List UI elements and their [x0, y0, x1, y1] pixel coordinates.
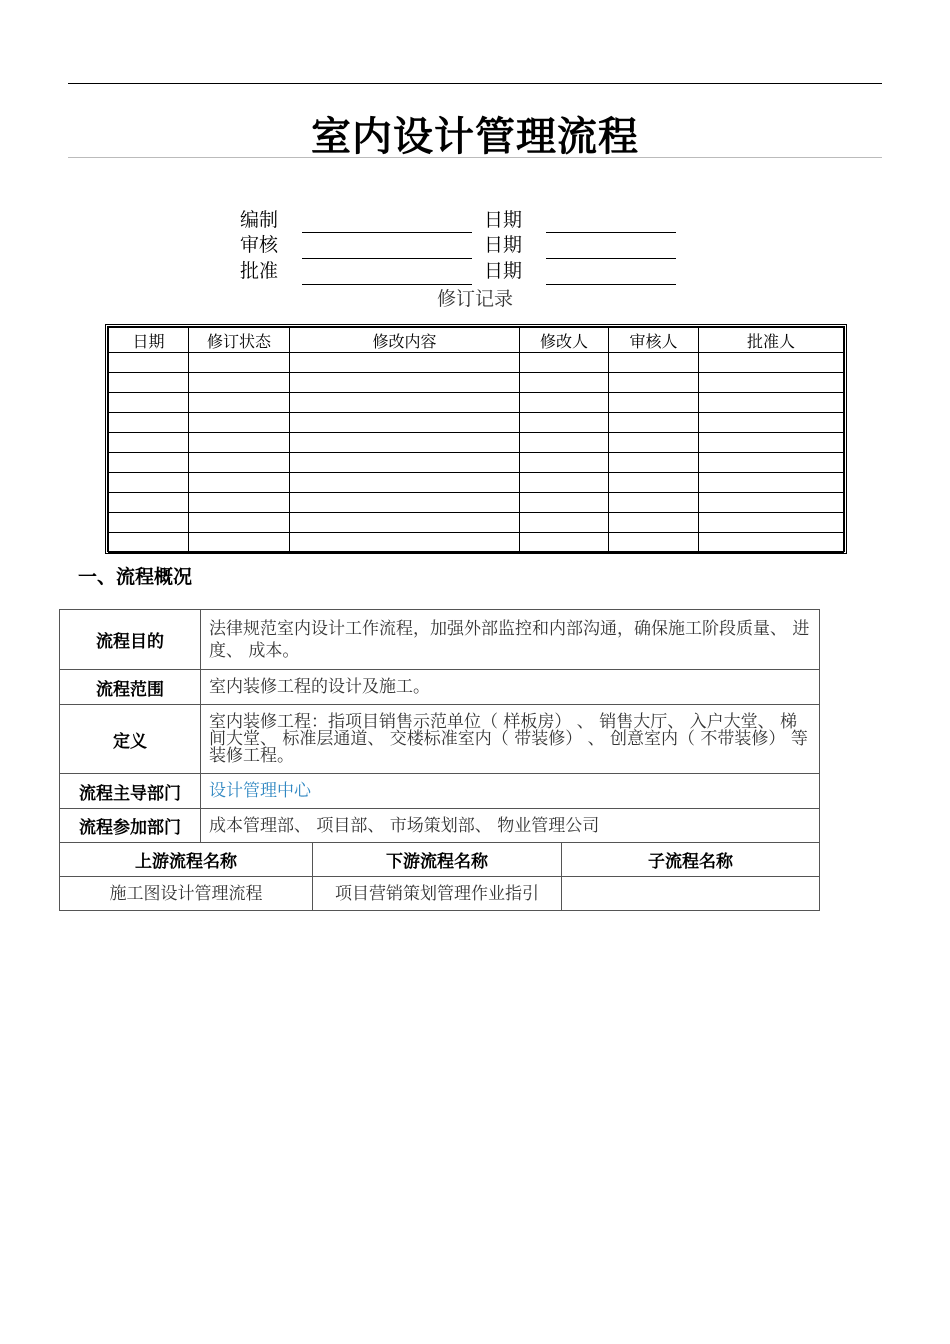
revision-table-body [109, 353, 844, 553]
flow-value-subprocess [562, 877, 820, 911]
section-heading: 一、流程概况 [78, 566, 193, 588]
table-row [109, 513, 844, 533]
row-value-participating-dept: 成本管理部、 项目部、 市场策划部、 物业管理公司 [201, 809, 820, 843]
revision-cell [109, 533, 189, 553]
revision-cell [609, 453, 699, 473]
row-label-scope: 流程范围 [60, 670, 201, 705]
revision-cell [609, 433, 699, 453]
revision-header-reviewer: 审核人 [609, 328, 699, 353]
revision-cell [189, 513, 290, 533]
revision-cell [520, 493, 609, 513]
row-label-lead-dept: 流程主导部门 [60, 774, 201, 809]
revision-cell [290, 493, 520, 513]
table-row [109, 453, 844, 473]
table-row [60, 877, 820, 911]
revision-cell [609, 373, 699, 393]
revision-cell [290, 533, 520, 553]
revision-cell [290, 513, 520, 533]
revision-cell [189, 533, 290, 553]
flow-header-downstream: 下游流程名称 [313, 843, 562, 877]
revision-header-approver: 批准人 [699, 328, 844, 353]
revision-cell [609, 413, 699, 433]
table-row [60, 809, 820, 843]
table-row [60, 670, 820, 705]
signature-label-review: 审核 [240, 234, 279, 256]
revision-cell [699, 473, 844, 493]
revision-cell [520, 413, 609, 433]
revision-cell [699, 353, 844, 373]
revision-cell [609, 393, 699, 413]
revision-cell [290, 393, 520, 413]
revision-cell [189, 453, 290, 473]
revision-cell [109, 373, 189, 393]
revision-cell [290, 413, 520, 433]
revision-cell [520, 393, 609, 413]
date-label-review: 日期 [484, 234, 523, 256]
revision-cell [699, 453, 844, 473]
table-row [109, 393, 844, 413]
table-row [60, 774, 820, 809]
revision-cell [189, 413, 290, 433]
signature-label-compile: 编制 [240, 209, 279, 231]
table-row [60, 610, 820, 670]
table-row [109, 533, 844, 553]
table-row [109, 353, 844, 373]
top-rule [68, 83, 882, 84]
flow-value-upstream: 施工图设计管理流程 [60, 877, 313, 911]
revision-cell [109, 413, 189, 433]
revision-cell [109, 473, 189, 493]
revision-cell [189, 393, 290, 413]
revision-cell [699, 373, 844, 393]
process-overview-table [59, 609, 820, 911]
row-value-lead-dept[interactable]: 设计管理中心 [201, 774, 820, 809]
revision-cell [609, 533, 699, 553]
row-label-purpose: 流程目的 [60, 610, 201, 670]
revision-cell [520, 433, 609, 453]
revision-cell [699, 533, 844, 553]
revision-cell [109, 393, 189, 413]
revision-header-content: 修改内容 [290, 328, 520, 353]
signature-line-compile [302, 232, 472, 233]
revision-cell [189, 353, 290, 373]
date-line-review [546, 258, 676, 259]
revision-cell [520, 533, 609, 553]
revision-cell [189, 473, 290, 493]
revision-cell [699, 433, 844, 453]
revision-cell [109, 453, 189, 473]
table-row [109, 493, 844, 513]
revision-cell [290, 353, 520, 373]
revision-table-frame [105, 324, 847, 554]
date-line-compile [546, 232, 676, 233]
revision-cell [520, 353, 609, 373]
revision-cell [290, 373, 520, 393]
revision-cell [699, 513, 844, 533]
revision-cell [609, 473, 699, 493]
title-rule [68, 157, 882, 158]
table-row [109, 413, 844, 433]
flow-value-downstream: 项目营销策划管理作业指引 [313, 877, 562, 911]
row-value-purpose: 法律规范室内设计工作流程，加强外部监控和内部沟通，确保施工阶段质量、 进度、 成本。 [201, 610, 820, 670]
revision-header-modifier: 修改人 [520, 328, 609, 353]
date-label-compile: 日期 [484, 209, 523, 231]
revision-cell [520, 513, 609, 533]
revision-cell [290, 473, 520, 493]
row-value-scope: 室内装修工程的设计及施工。 [201, 670, 820, 705]
signature-line-review [302, 258, 472, 259]
revision-cell [609, 493, 699, 513]
revision-cell [109, 513, 189, 533]
revision-cell [189, 373, 290, 393]
page-title: 室内设计管理流程 [311, 113, 639, 160]
revision-cell [520, 473, 609, 493]
table-row [109, 473, 844, 493]
revision-table [108, 327, 844, 553]
revision-header-date: 日期 [109, 328, 189, 353]
revision-title: 修订记录 [436, 288, 513, 310]
revision-cell [520, 453, 609, 473]
revision-cell [290, 433, 520, 453]
row-label-definition: 定义 [60, 705, 201, 774]
revision-cell [609, 513, 699, 533]
revision-cell [109, 493, 189, 513]
row-value-definition: 室内装修工程：指项目销售示范单位（ 样板房） 、 销售大厅、 入户大堂、 梯间大堂、 标准层通道、 交楼标准室内（ 带装修） 、 创意室内（ 不带装修） 等装修工程。 [201, 705, 820, 774]
revision-cell [189, 433, 290, 453]
revision-cell [609, 353, 699, 373]
revision-cell [290, 453, 520, 473]
revision-cell [699, 413, 844, 433]
table-row [60, 705, 820, 774]
revision-cell [109, 433, 189, 453]
flow-header-upstream: 上游流程名称 [60, 843, 313, 877]
revision-cell [699, 393, 844, 413]
revision-cell [699, 493, 844, 513]
revision-cell [189, 493, 290, 513]
table-row [109, 373, 844, 393]
date-label-approve: 日期 [484, 260, 523, 282]
flow-header-subprocess: 子流程名称 [562, 843, 820, 877]
row-label-participating-dept: 流程参加部门 [60, 809, 201, 843]
revision-header-status: 修订状态 [189, 328, 290, 353]
signature-label-approve: 批准 [240, 260, 279, 282]
table-row [60, 843, 820, 877]
revision-cell [520, 373, 609, 393]
revision-cell [109, 353, 189, 373]
table-row [109, 433, 844, 453]
